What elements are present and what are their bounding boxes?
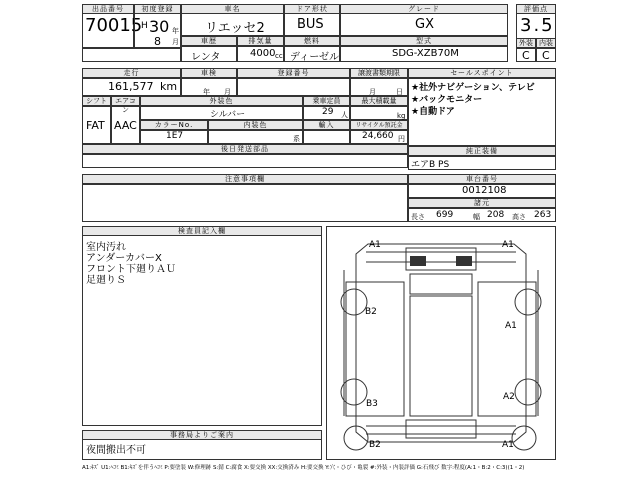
- wheel-rear-left: [341, 379, 367, 405]
- notes-label: 注意事項欄: [82, 174, 408, 184]
- left-body-outline: [346, 282, 404, 416]
- height-label: 高さ: [512, 213, 526, 221]
- docs-day: 日: [396, 88, 403, 96]
- int-grade: C: [542, 49, 550, 62]
- ac: AAC: [114, 119, 137, 132]
- int-label: 内装: [536, 38, 556, 48]
- cc-label: 排気量: [237, 36, 284, 46]
- regno-label: 登録番号: [237, 68, 350, 78]
- cc-unit: cc: [275, 52, 283, 60]
- usage: レンタ: [191, 52, 221, 63]
- grade: GX: [415, 17, 434, 32]
- damage-mark-3: B2: [365, 307, 377, 317]
- insp-year-unit: 年: [203, 88, 210, 96]
- office-label: 事務局よりご案内: [82, 430, 322, 440]
- sales-point-3: ★自動ドア: [411, 107, 455, 117]
- damage-mark-8: A1: [502, 440, 514, 450]
- lot-number: 70015: [85, 15, 143, 36]
- first-reg-label: 初度登録: [134, 4, 181, 14]
- score: 3.5: [520, 15, 555, 36]
- damage-mark-6: A2: [503, 392, 515, 402]
- width: 208: [487, 210, 505, 220]
- intcolor-label: 内装色: [208, 120, 303, 130]
- usage-label: 車歴: [181, 36, 237, 46]
- inspector-line-1: 室内汚れ: [86, 242, 126, 253]
- model-type: SDG-XZB70M: [392, 48, 459, 59]
- windshield: [410, 274, 472, 294]
- wheel-bottom-right: [512, 426, 536, 450]
- extras-box: [82, 154, 408, 168]
- dims-label: 諸元: [408, 198, 556, 208]
- sales-point-1: ★社外ナビゲーション、テレビ: [411, 83, 535, 93]
- lot-label: 出品番号: [82, 4, 134, 14]
- score-label: 評価点: [516, 4, 556, 14]
- inspector-line-4: 足廻りＳ: [86, 275, 126, 286]
- reg-row-box: [82, 48, 181, 62]
- damage-mark-5: B3: [366, 399, 378, 409]
- inspector-line-3: フロント下廻りＡＵ: [86, 264, 176, 275]
- reg-month-unit: 月: [172, 38, 179, 46]
- damage-mark-7: B2: [369, 440, 381, 450]
- extras-unit: 系: [293, 135, 300, 143]
- wheel-rear-right: [515, 379, 541, 405]
- roof-center: [410, 296, 472, 416]
- chassis-number: 0012108: [462, 185, 507, 196]
- damage-mark-1: A1: [369, 240, 381, 250]
- intcolor-box: [208, 130, 303, 144]
- damage-mark-2: A1: [502, 240, 514, 250]
- reg-year: 30: [149, 17, 170, 36]
- damage-mark-4: A1: [505, 321, 517, 331]
- mileage: 161,577: [108, 80, 154, 93]
- rear-panel: [406, 420, 476, 438]
- capacity-label: 乗車定員: [303, 96, 350, 106]
- mileage-label: 走行: [82, 68, 181, 78]
- ac-label: エアコン: [111, 96, 140, 106]
- import-label: 輸入: [303, 120, 350, 130]
- chassis-label: 車台番号: [408, 174, 556, 184]
- recycle-label: リサイクル預託金: [350, 120, 408, 130]
- capacity: 29: [322, 107, 334, 117]
- docs-label: 譲渡書類期限: [350, 68, 408, 78]
- extras-label: 後日発送部品: [82, 144, 408, 154]
- loadcap-unit: kg: [397, 112, 406, 120]
- recycle-fee: 24,660: [362, 131, 394, 141]
- recycle-unit: 円: [398, 135, 405, 143]
- length: 699: [436, 210, 454, 220]
- inspector-line-2: アンダーカバーX: [86, 253, 162, 264]
- ext-color: シルバー: [210, 110, 246, 120]
- shift-label: シフト: [82, 96, 111, 106]
- reg-month: 8: [154, 35, 161, 48]
- era: H: [141, 21, 148, 31]
- color-no: 1E7: [166, 131, 184, 141]
- sales-point-2: ★バックモニター: [411, 95, 483, 105]
- model-label: 車名: [181, 4, 284, 14]
- vehicle-diagram: [326, 226, 556, 460]
- fuel-label: 燃料: [284, 36, 340, 46]
- inspector-label: 検査員記入欄: [82, 226, 322, 236]
- docs-month: 月: [369, 88, 376, 96]
- shift: FAT: [86, 119, 105, 132]
- model-name: リエッセ2: [205, 21, 265, 36]
- colorno-label: カラーNo.: [140, 120, 208, 130]
- rear-bumper: [366, 426, 516, 434]
- mileage-unit: km: [160, 80, 178, 93]
- insp-month-unit: 月: [224, 88, 231, 96]
- width-label: 幅: [473, 213, 480, 221]
- color-label: 外装色: [140, 96, 303, 106]
- fuel: ディーゼル: [290, 52, 339, 63]
- type-label: 型式: [340, 36, 508, 46]
- front-bumper: [366, 252, 516, 262]
- import-box: [303, 130, 350, 144]
- regno-box: [237, 78, 350, 96]
- legend: A1:ｷｽﾞ U1:ﾍｺﾐ B1:ｷｽﾞを伴うﾍｺﾐ P:要塗装 W:修理跡 S:錆 C:腐食 X:要交換 XX:交換済み H:要交換 Y:穴・ひび・亀裂 #:外装・内装評価 G:石飛び 数字:程度(A:1・B:2・C:3)(1・2): [82, 465, 525, 471]
- height: 263: [534, 210, 552, 220]
- ext-grade: C: [522, 49, 530, 62]
- notes-box: [82, 184, 408, 222]
- door-label: ドア形状: [284, 4, 340, 14]
- door-type: BUS: [297, 17, 324, 32]
- equipment: エアB PS: [411, 160, 450, 170]
- displacement: 4000: [250, 48, 276, 59]
- seat-block-left: [410, 256, 426, 266]
- office-note: 夜間搬出不可: [86, 445, 146, 456]
- loadcap-label: 最大積載量: [350, 96, 408, 106]
- inspection-label: 車検: [181, 68, 237, 78]
- seat-block-right: [456, 256, 472, 266]
- sales-label: セールスポイント: [408, 68, 556, 78]
- length-label: 長さ: [411, 213, 425, 221]
- wheel-front-right: [515, 289, 541, 315]
- grade-label: グレード: [340, 4, 508, 14]
- reg-year-unit: 年: [172, 27, 179, 35]
- wheel-front-left: [341, 289, 367, 315]
- capacity-unit: 人: [341, 111, 348, 119]
- equipment-label: 純正装備: [408, 146, 556, 156]
- ext-label: 外装: [516, 38, 536, 48]
